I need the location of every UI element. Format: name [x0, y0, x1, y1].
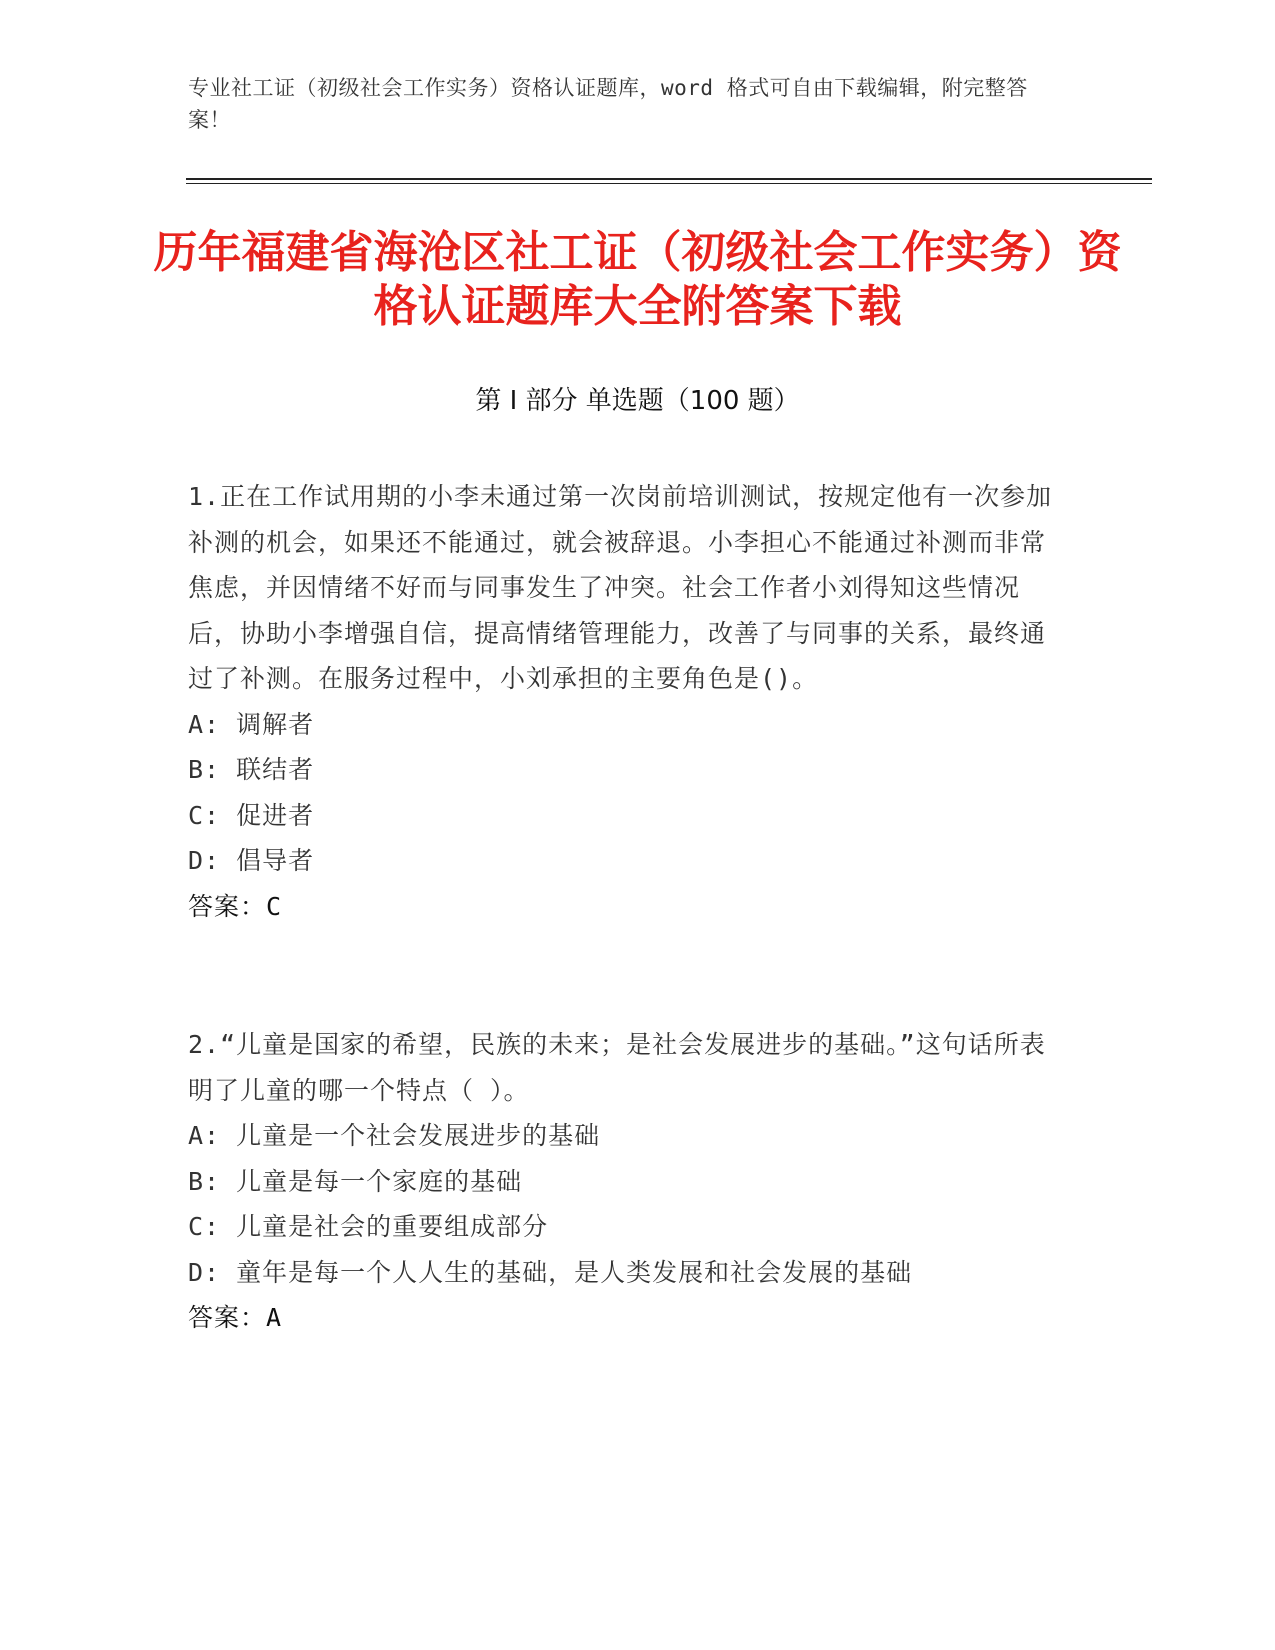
option-a: A: 调解者 — [188, 709, 315, 739]
question-1 — [188, 474, 1068, 929]
header-rule-thin — [186, 183, 1152, 184]
option-c: C: 促进者 — [188, 800, 315, 830]
question-stem: 1.正在工作试用期的小李未通过第一次岗前培训测试，按规定他有一次参加补测的机会，如果还不能通过，就会被辞退。小李担心不能通过补测而非常焦虑，并因情绪不好而与同事发生了冲突。社会工作者小刘得知这些情况后，协助小李增强自信，提高情绪管理能力，改善了与同事的关系，最终通过了补测。在服务过程中，小刘承担的主要角色是()。 — [188, 482, 1053, 693]
question-stem: 2.“儿童是国家的希望，民族的未来；是社会发展进步的基础。”这句话所表明了儿童的哪一个特点（ ）。 — [188, 1030, 1046, 1105]
document-title: 历年福建省海沧区社工证（初级社会工作实务）资格认证题库大全附答案下载 — [153, 227, 1122, 332]
header-rule-thick — [186, 178, 1152, 180]
answer-label: 答案： — [188, 891, 267, 921]
question-2 — [188, 1022, 1068, 1341]
option-a: A: 儿童是一个社会发展进步的基础 — [188, 1121, 601, 1150]
option-d: D: 倡导者 — [188, 846, 315, 875]
option-d: D: 童年是每一个人人生的基础，是人类发展和社会发展的基础 — [188, 1257, 913, 1287]
option-c: C: 儿童是社会的重要组成部分 — [188, 1212, 549, 1241]
answer-line — [188, 884, 1068, 930]
answer-label: 答案： — [188, 1303, 267, 1332]
answer-value: C — [266, 891, 283, 921]
section-heading: 第 I 部分 单选题（100 题） — [475, 386, 800, 416]
answer-line — [188, 1295, 1068, 1341]
answer-value: A — [266, 1303, 283, 1332]
option-b: B: 儿童是每一个家庭的基础 — [188, 1166, 523, 1196]
header-note: 专业社工证（初级社会工作实务）资格认证题库，word 格式可自由下载编辑，附完整答案！ — [188, 76, 1028, 132]
option-b: B: 联结者 — [188, 755, 315, 784]
